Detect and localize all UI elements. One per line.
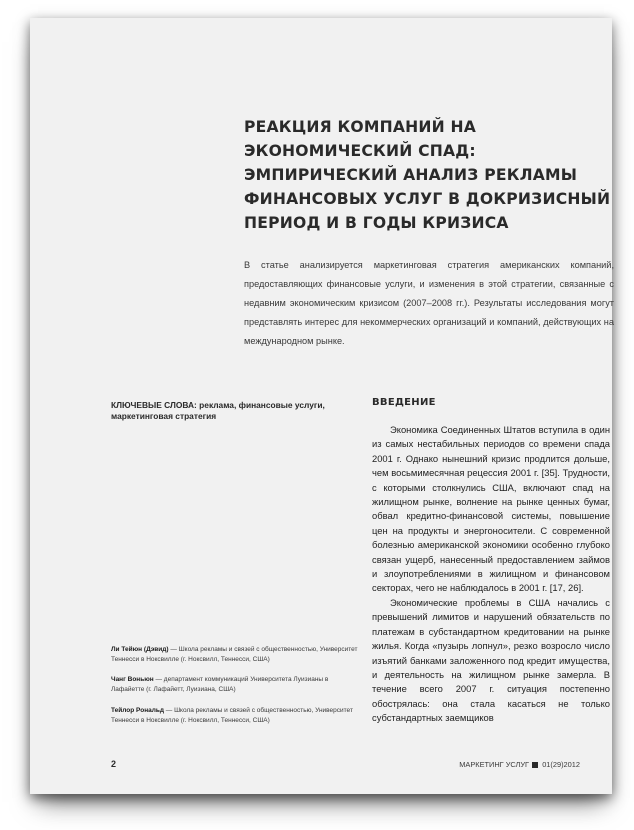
author-affiliation: — Школа рекламы и связей с общественностью, Университет Теннесси в Ноксвилле (г. Ноксвилл, Теннесси, США)	[111, 646, 358, 663]
introduction-body	[372, 423, 610, 726]
author-name: Ли Тейюн (Дэвид)	[111, 646, 169, 653]
article-title: РЕАКЦИЯ КОМПАНИЙ НА ЭКОНОМИЧЕСКИЙ СПАД: ЭМПИРИЧЕСКИЙ АНАЛИЗ РЕКЛАМЫ ФИНАНСОВЫХ УСЛУГ В ДОКРИЗИСНЫЙ ПЕРИОД И В ГОДЫ КРИЗИСА	[244, 118, 611, 232]
section-heading-introduction: ВВЕДЕНИЕ	[372, 397, 436, 408]
author-affiliation: — Школа рекламы и связей с общественностью, Университет Теннесси в Ноксвилле (г. Ноксвилл, Теннесси, США)	[111, 707, 353, 724]
author-name: Чанг Воньюн	[111, 676, 154, 683]
page-number: 2	[111, 759, 117, 769]
keywords: КЛЮЧЕВЫЕ СЛОВА: реклама, финансовые услуги, маркетинговая стратегия	[111, 400, 325, 421]
body-paragraph: Экономические проблемы в США начались с превышений лимитов и нарушений обязательств по платежам в субстандартном кредитовании на рынке жилья. Когда «пузырь лопнул», резко возросло число изъятий банками заложенного под кредит имущества, и деятельность на жилищном рынке замерла. В течение всего 2007 г. ситуация постепенно обострялась: она стала касаться не только субстандартных заемщиков	[372, 596, 610, 724]
journal-name: МАРКЕТИНГ УСЛУГ	[459, 760, 530, 769]
author-affiliation: — департамент коммуникаций Университета Луизианы в Лафайетте (г. Лафайетт, Луизиана, США)	[111, 676, 329, 693]
square-bullet-icon	[532, 762, 538, 768]
author-name: Тейлор Рональд	[111, 707, 164, 714]
body-paragraph: Экономика Соединенных Штатов вступила в один из самых нестабильных периодов со времени спада 2001 г. Однако нынешний кризис продлится дольше, чем восьмимесячная рецессия 2001 г. [35]. Трудности, с которыми столкнулись США, включают спад на жилищном рынке, волнение на рынке ценных бумаг, обвал кредитно-финансовой системы, повышение цен на продукты и энергоносители. С современной болезнью американской экономики особенно глубоко связан ущерб, нанесенный предоставлением займов и злоупотреблениями в жилищном и финансовом секторах, чего не наблюдалось в 2001 г. [17, 26].	[372, 424, 610, 594]
journal-footer	[459, 760, 580, 769]
article-abstract: В статье анализируется маркетинговая стратегия американских компаний, предоставляющих финансовые услуги, и изменения в этой стратегии, связанные с недавним экономическим кризисом (2007–2008 гг.). Результаты исследования могут представлять интерес для некоммерческих организаций и компаний, действующих на международном рынке.	[244, 260, 614, 346]
author-note	[111, 645, 359, 664]
journal-page	[30, 18, 612, 794]
author-note	[111, 675, 359, 694]
author-note	[111, 706, 359, 725]
journal-issue: 01(29)2012	[542, 760, 580, 769]
